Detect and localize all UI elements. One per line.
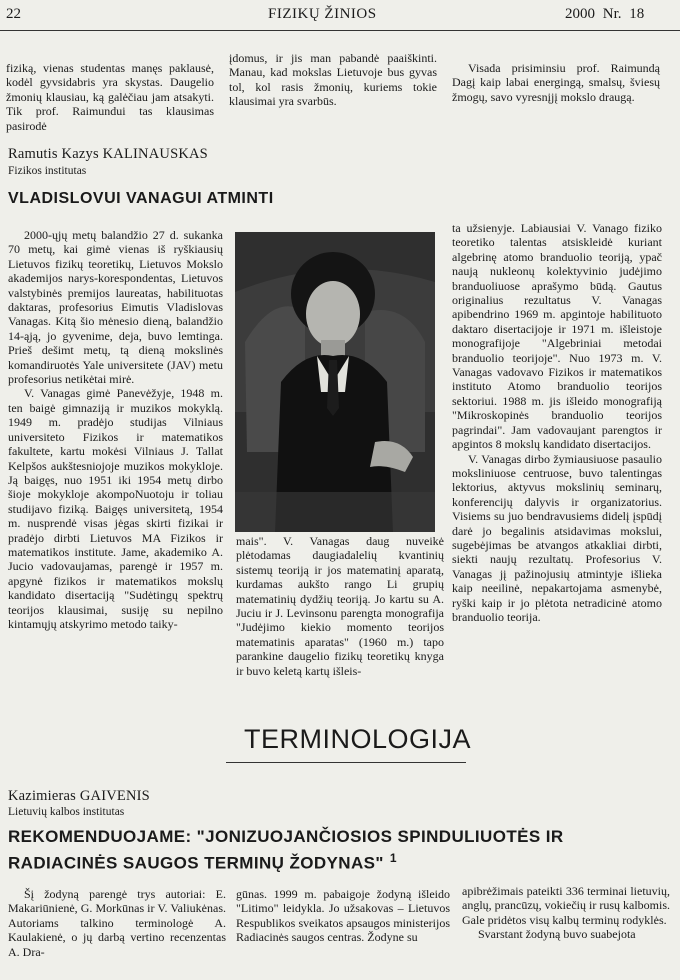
portrait-illustration: [235, 232, 435, 532]
article1-col-3: [452, 221, 662, 624]
terminology-col3-para-2: Svarstant žodyną buvo suabejota: [478, 927, 636, 942]
article1-col3-para-2: V. Vanagas dirbo žymiausiuose pasaulio moksliniuose centruose, buvo talentingas lektorius, aktyvus mokslinių seminarų, konferencijų dalyvis ir organizatorius. Visiems su juo bendravusiems didelį įspūdį darė jo begalinis atsidavimas mokslui, sugebėjimas be atvangos atkakliai dirbti, siekti naujų rezultatų. Profesorius V. Vanagas jį pažinojusių atmintyje išlieka kaip neeilinė, nepakartojama asmenybė, ryški kaip ir jo plėtota netradicinė atomo branduolio teorija.: [452, 451, 662, 624]
article1-author: Ramutis Kazys KALINAUSKAS: [8, 146, 208, 162]
terminology-col3-para-1: apibrėžimais pateikti 336 terminai lietuvių, anglų, prancūzų, vokiečių ir rusų kalbomis. Gale pridėtos visų kalbų terminų rodyklės.: [462, 884, 670, 927]
article1-col-1: [8, 228, 223, 631]
terminology-title-line-2: [8, 851, 397, 874]
section-rule: [226, 762, 466, 763]
portrait-photo: [235, 232, 435, 532]
terminology-title-line-1: REKOMENDUOJAME: "JONIZUOJANČIOSIOS SPINDULIUOTĖS IR: [8, 827, 564, 846]
terminology-col-2: [236, 887, 450, 945]
terminology-title-text: RADIACINĖS SAUGOS TERMINŲ ŽODYNAS": [8, 853, 384, 873]
page-number: 22: [6, 6, 21, 22]
section-heading: TERMINOLOGIJA: [244, 724, 472, 754]
top-col-1: [6, 61, 214, 133]
terminology-col-3: [462, 884, 670, 942]
journal-title: FIZIKŲ ŽINIOS: [268, 6, 377, 22]
article1-title: VLADISLOVUI VANAGUI ATMINTI: [8, 190, 274, 207]
article1-col-2: [236, 534, 444, 678]
issue-label: 2000 Nr. 18: [565, 6, 645, 22]
top-col-2: [229, 51, 437, 109]
article1-col1-para-2: V. Vanagas gimė Panevėžyje, 1948 m. ten baigė gimnaziją ir muzikos mokyklą. 1949 m. pradėjo studijas Vilniaus universiteto Fizikos ir matematikos fakultete, kartu mokėsi Vilniaus J. Tallat Kelpšos aukštesniojoje muzikos mokykloje. Ją baigęs, nuo 1951 iki 1954 metų dirbo šioje mokykloje akompoNuotoju ir toliau studijavo fiziką. Baigęs universitetą, 1954 m. nusprendė visas jėgas skirti fizikai ir pradėjo dirbti Lietuvos MA Fizikos ir matematikos institute. Jame, akademiko A. Jucio vadovaujamas, parengė ir 1957 m. apgynė fizikos ir matematikos mokslų kandidato disertaciją "Sudėtingų spektrų teorijos klausimai, susiję su nepilno kintamųjų atskyrimo metodo taiky-: [8, 386, 223, 631]
top-col-3: [452, 61, 660, 104]
article1-col2-text: mais". V. Vanagas daug nuveikė plėtodamas daugiadalelių kvantinių sistemų teoriją ir jos matematinį aparatą, kurdamas aukšto rango Li grupių matematinių dydžių teoriją. Jo kartu su A. Juciu ir J. Levinsonu parengta monografija "Judėjimo kiekio momento teorijos matematinis aparatas" (1960 m.) tapo parankine daugelio fizikų teoretikų knyga ir buvo keletą kartų išleis-: [236, 534, 444, 678]
terminology-col2-text: gūnas. 1999 m. pabaigoje žodyną išleido "Litimo" leidykla. Jo užsakovas – Lietuvos Respublikos sveikatos apsaugos ministerijos Radiacinės saugos centras. Žodyne su: [236, 887, 450, 945]
terminology-institution: Lietuvių kalbos institutas: [8, 806, 125, 818]
header-rule: [0, 30, 680, 31]
top-col-2-text: įdomus, ir jis man pabandė paaiškinti. Manau, kad mokslas Lietuvoje bus gyvas tol, kol rasis žmonių, kuriems tokie klausimai yra svarbūs.: [229, 51, 437, 109]
terminology-col1-text: Šį žodyną parengė trys autoriai: E. Makariūnienė, G. Morkūnas ir V. Valiukėnas. Autoriams talkino terminologė A. Kaulakienė, o jų darbą vertino recenzentas A. Dra-: [8, 887, 226, 959]
article1-institution: Fizikos institutas: [8, 165, 87, 177]
article1-col3-para-1: ta užsienyje. Labiausiai V. Vanago fiziko teoretiko talentas atsiskleidė kuriant algebrinę atomo branduolio teoriją, ypač naują nukleonų kolektyvinio judėjimo branduoliuose aprašymo būdą. Gautus originalius rezultatus V. Vanagas apibendrino 1969 m. apgintoje habilituoto daktaro disertacijoje ir 1971 m. išleistoje monografijoje "Algebriniai metodai branduolio teorijoje". Nuo 1973 m. V. Vanagas vadovavo Fizikos ir matematikos instituto Atomo branduolio teorijos sektoriui. 1988 m. jis išleido monografiją "Mikroskopinės branduolio teorijos pagrindai". Jam vadovaujant parengtos ir apgintos 8 mokslų kandidato disertacijos.: [452, 221, 662, 452]
footnote-marker[interactable]: 1: [389, 851, 397, 865]
top-col-1-text: fiziką, vienas studentas manęs paklausė, kodėl gyvsidabris yra skystas. Daugelio žmonių klausiau, ką galėčiau jam atsakyti. Tik prof. Raimundui tas klausimas pasirodė: [6, 61, 214, 133]
terminology-author: Kazimieras GAIVENIS: [8, 788, 150, 804]
article1-col1-para-1: 2000-ųjų metų balandžio 27 d. sukanka 70 metų, kai gimė vienas iš ryškiausių Lietuvos fizikų teoretikų, Lietuvos Mokslo akademijos narys-korespondentas, Lietuvos valstybinės premijos laureatas, habilituotas daktaras, profesorius Eimutis Vladislovas Vanagas. Kitą šio mėnesio dieną, balandžio 14-ąją, jo gyvenime, deja, buvo lemtinga. Prieš dešimt metų, tą dieną mokslinės komandiruotės Yale universitete (JAV) metu profesorius netikėtai mirė.: [8, 228, 223, 387]
terminology-col-1: [8, 887, 226, 959]
top-col-3-text: Visada prisiminsiu prof. Raimundą Dagį kaip labai energingą, smalsų, šviesų žmogų, savo vyresnįjį mokslo draugą.: [452, 61, 660, 104]
